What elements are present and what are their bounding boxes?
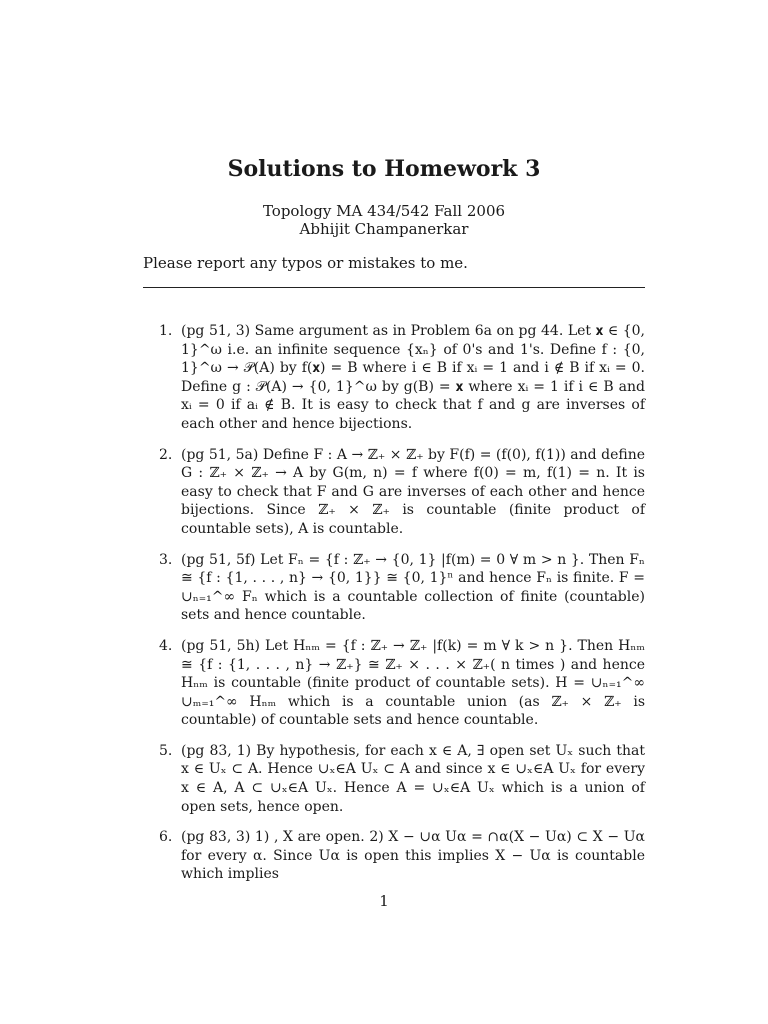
problem-4 <box>143 637 645 730</box>
page-number: 1 <box>379 892 389 910</box>
problem-number: 4. <box>159 637 173 654</box>
problem-text: (pg 83, 1) By hypothesis, for each x ∈ A, ∃ open set Uₓ such that x ∈ Uₓ ⊂ A. Hence ∪ₓ∈A Uₓ ⊂ A and since x ∈ ∪ₓ∈A Uₓ for every x ∈ A, A ⊂ ∪ₓ∈A Uₓ. Hence A = ∪ₓ∈A Uₓ which is a union of open sets, hence open. <box>181 742 645 815</box>
problem-text: (pg 51, 3) Same argument as in Problem 6a on pg 44. Let 𝐱 ∈ {0, 1}^ω i.e. an infinite sequence {xₙ} of 0's and 1's. Define f : {0, 1}^ω → 𝒫(A) by f(𝐱) = B where i ∈ B if xᵢ = 1 and i ∉ B if xᵢ = 0. Define g : 𝒫(A) → {0, 1}^ω by g(B) = 𝐱 where xᵢ = 1 if i ∈ B and xᵢ = 0 if aᵢ ∉ B. It is easy to check that f and g are inverses of each other and hence bijections. <box>181 323 645 432</box>
problem-text: (pg 51, 5a) Define F : A → ℤ₊ × ℤ₊ by F(f) = (f(0), f(1)) and define G : ℤ₊ × ℤ₊ → A by G(m, n) = f where f(0) = m, f(1) = n. It is easy to check that F and G are inverses of each other and hence bijections. Since ℤ₊ × ℤ₊ is countable (finite product of countable sets), A is countable. <box>181 446 645 537</box>
problem-6 <box>143 828 645 884</box>
problem-text: (pg 51, 5h) Let Hₙₘ = {f : ℤ₊ → ℤ₊ |f(k) = m ∀ k > n }. Then Hₙₘ ≅ {f : {1, . . . , n} → ℤ₊} ≅ ℤ₊ × . . . × ℤ₊( n times ) and hence Hₙₘ is countable (finite product of countable sets). H = ∪ₙ₌₁^∞ ∪ₘ₌₁^∞ Hₙₘ which is a countable union (as ℤ₊ × ℤ₊ is countable) of countable sets and hence countable. <box>181 637 645 729</box>
problem-number: 6. <box>159 829 173 846</box>
problem-text: (pg 51, 5f) Let Fₙ = {f : ℤ₊ → {0, 1} |f(m) = 0 ∀ m > n }. Then Fₙ ≅ {f : {1, . . . , n} → {0, 1}} ≅ {0, 1}ⁿ and hence Fₙ is finite. F = ∪ₙ₌₁^∞ Fₙ which is a countable collection of finite (countable) sets and hence countable. <box>181 551 645 624</box>
horizontal-rule <box>143 287 645 288</box>
author-line: Abhijit Champanerkar <box>299 220 469 238</box>
problem-1 <box>143 322 645 434</box>
problem-text: (pg 83, 3) 1) , X are open. 2) X − ∪α Uα = ∩α(X − Uα) ⊂ X − Uα for every α. Since Uα is open this implies X − Uα is countable which implies <box>181 829 645 883</box>
problem-number: 3. <box>159 551 173 568</box>
course-line: Topology MA 434/542 Fall 2006 <box>262 202 506 220</box>
problem-list <box>143 322 645 896</box>
report-note: Please report any typos or mistakes to me. <box>143 254 468 272</box>
problem-3 <box>143 551 645 625</box>
paper-title: Solutions to Homework 3 <box>227 156 541 182</box>
problem-5 <box>143 742 645 816</box>
problem-number: 5. <box>159 742 173 759</box>
problem-2 <box>143 446 645 539</box>
problem-number: 2. <box>159 446 173 463</box>
problem-number: 1. <box>159 323 173 339</box>
